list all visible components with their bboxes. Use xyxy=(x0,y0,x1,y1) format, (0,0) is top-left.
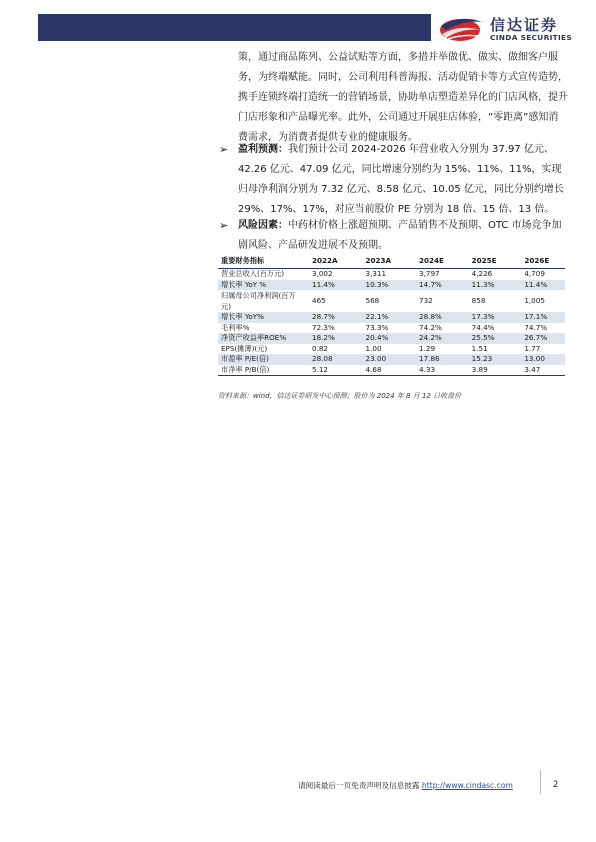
table-cell: 3,797 xyxy=(419,269,440,278)
table-header-row xyxy=(218,255,565,269)
table-cell: 17.3% xyxy=(460,312,513,323)
table-cell: 568 xyxy=(365,295,380,305)
table-cell: 22.1% xyxy=(354,312,408,323)
table-row xyxy=(218,290,565,312)
table-cell: 73.3% xyxy=(365,322,389,332)
row-label: 归属母公司净利润(百万元) xyxy=(221,291,296,311)
table-cell: 23.00 xyxy=(354,354,408,365)
table-cell: 18.2% xyxy=(300,333,354,344)
row-label: 净资产收益率ROE% xyxy=(218,333,300,344)
table-header-cell: 2025E xyxy=(460,255,513,269)
table-cell: 25.5% xyxy=(460,333,513,344)
financial-metrics-table xyxy=(218,255,565,376)
table-cell: 14.7% xyxy=(407,280,460,291)
table-row xyxy=(218,323,565,334)
table-cell: 72.3% xyxy=(312,322,335,332)
globe-icon xyxy=(438,12,486,44)
table-header-cell: 重要财务指标 xyxy=(218,255,300,269)
table-cell: 1.51 xyxy=(471,343,488,353)
row-label: 毛利率% xyxy=(221,322,250,332)
table-cell: 15.23 xyxy=(460,354,513,365)
table-cell: 28.8% xyxy=(407,312,460,323)
table-row xyxy=(218,344,565,355)
table-cell: 28.7% xyxy=(300,312,354,323)
page-number: 2 xyxy=(553,780,559,790)
table-cell: 17.86 xyxy=(407,354,460,365)
table-cell: 0.82 xyxy=(312,343,329,353)
website-link[interactable]: http://www.cindasc.com xyxy=(421,781,513,790)
table-cell: 1.77 xyxy=(524,343,541,353)
table-row xyxy=(218,280,565,291)
table-cell: 4.33 xyxy=(407,365,460,376)
table-cell: 74.2% xyxy=(419,322,442,332)
footer-divider xyxy=(540,770,541,794)
table-row xyxy=(218,365,565,376)
table-cell: 20.4% xyxy=(354,333,408,344)
table-cell: 11.3% xyxy=(460,280,513,291)
table-cell: 3,311 xyxy=(365,269,387,278)
table-header-cell: 2022A xyxy=(300,255,354,269)
table-cell: 4,226 xyxy=(471,269,493,278)
table-cell: 11.4% xyxy=(300,280,354,291)
disclaimer-notice: 请阅读最后一页免责声明及信息披露 xyxy=(298,781,420,790)
table-header-cell: 2023A xyxy=(354,255,408,269)
table-row xyxy=(218,269,565,280)
row-label: 市净率 P/B(倍) xyxy=(218,365,300,376)
table-cell: 3.89 xyxy=(460,365,513,376)
arrow-bullet-icon: ➢ xyxy=(219,219,229,232)
table-row xyxy=(218,333,565,344)
page-header xyxy=(0,0,596,46)
row-label: EPS(摊薄)(元) xyxy=(221,343,268,353)
table-cell: 13.00 xyxy=(512,354,565,365)
table-source-note: 资料来源：wind，信达证券研发中心预测；股价为 2024 年 8 月 12 日收盘价 xyxy=(218,392,462,400)
bullet-text: 中药材价格上涨超预期、产品销售不及预期、OTC 市场竞争加剧风险、产品研发进展不及预期。 xyxy=(238,220,562,251)
table-cell: 4.68 xyxy=(354,365,408,376)
row-label: 市盈率 P/E(倍) xyxy=(218,354,300,365)
intro-paragraph: 策，通过商品陈列、公益试贴等方面，多措并举做优、做实、做细客户服务，为终端赋能。同时，公司利用科普海报、活动促销卡等方式宣传造势，携手连锁终端打造统一的营销场景，协助单店塑造差异化的门店风格，提升门店形象和产品曝光率。此外，公司通过开展驻店体验，“零距离”感知消费需求，为消费者提供专业的健康服务。 xyxy=(238,52,568,143)
table-header-cell: 2026E xyxy=(512,255,565,269)
row-label: 增长率 YoY % xyxy=(218,280,300,291)
table-row xyxy=(218,354,565,365)
bullet-text: 我们预计公司 2024-2026 年营业收入分别为 37.97 亿元、42.26 亿元、47.09 亿元，同比增速分别约为 15%、11%、11%，实现归母净利润分别为 7.32 亿元、8.58 亿元、10.05 亿元，同比分别约增长 29%、17%、17%，对应当前股价 PE 分别为 18 倍、15 倍、13 倍。 xyxy=(238,144,564,215)
table-cell: 4,709 xyxy=(524,269,545,278)
arrow-bullet-icon: ➢ xyxy=(219,143,229,156)
table-cell: 5.12 xyxy=(300,365,354,376)
table-cell: 28.08 xyxy=(300,354,354,365)
table-cell: 858 xyxy=(471,295,486,305)
bullet-body xyxy=(238,140,568,220)
table-row xyxy=(218,312,565,323)
table-cell: 732 xyxy=(419,295,433,305)
row-label: 增长率 YoY% xyxy=(218,312,300,323)
table-cell: 74.7% xyxy=(524,322,548,332)
table-cell: 74.4% xyxy=(471,322,495,332)
table-cell: 3.47 xyxy=(512,365,565,376)
table-cell: 10.3% xyxy=(354,280,408,291)
table-cell: 1,005 xyxy=(524,295,545,305)
bullet-label: 风险因素： xyxy=(238,220,288,231)
header-banner xyxy=(38,14,431,41)
table-cell: 3,002 xyxy=(312,269,333,278)
table-cell: 24.2% xyxy=(407,333,460,344)
bullet-label: 盈利预测： xyxy=(238,144,288,155)
bullet-body xyxy=(238,216,568,256)
table-header-cell: 2024E xyxy=(407,255,460,269)
logo-english-name: CINDA SECURITIES xyxy=(490,33,572,42)
table-cell: 1.29 xyxy=(419,343,436,353)
page-footer xyxy=(298,780,513,791)
table-cell: 17.1% xyxy=(512,312,565,323)
table-cell: 1.00 xyxy=(365,343,382,353)
cinda-logo xyxy=(438,12,583,44)
table-cell: 11.4% xyxy=(512,280,565,291)
logo-chinese-name: 信达证券 xyxy=(490,16,559,34)
row-label: 营业总收入(百万元) xyxy=(221,269,285,278)
table-cell: 26.7% xyxy=(512,333,565,344)
table-cell: 465 xyxy=(312,295,326,305)
